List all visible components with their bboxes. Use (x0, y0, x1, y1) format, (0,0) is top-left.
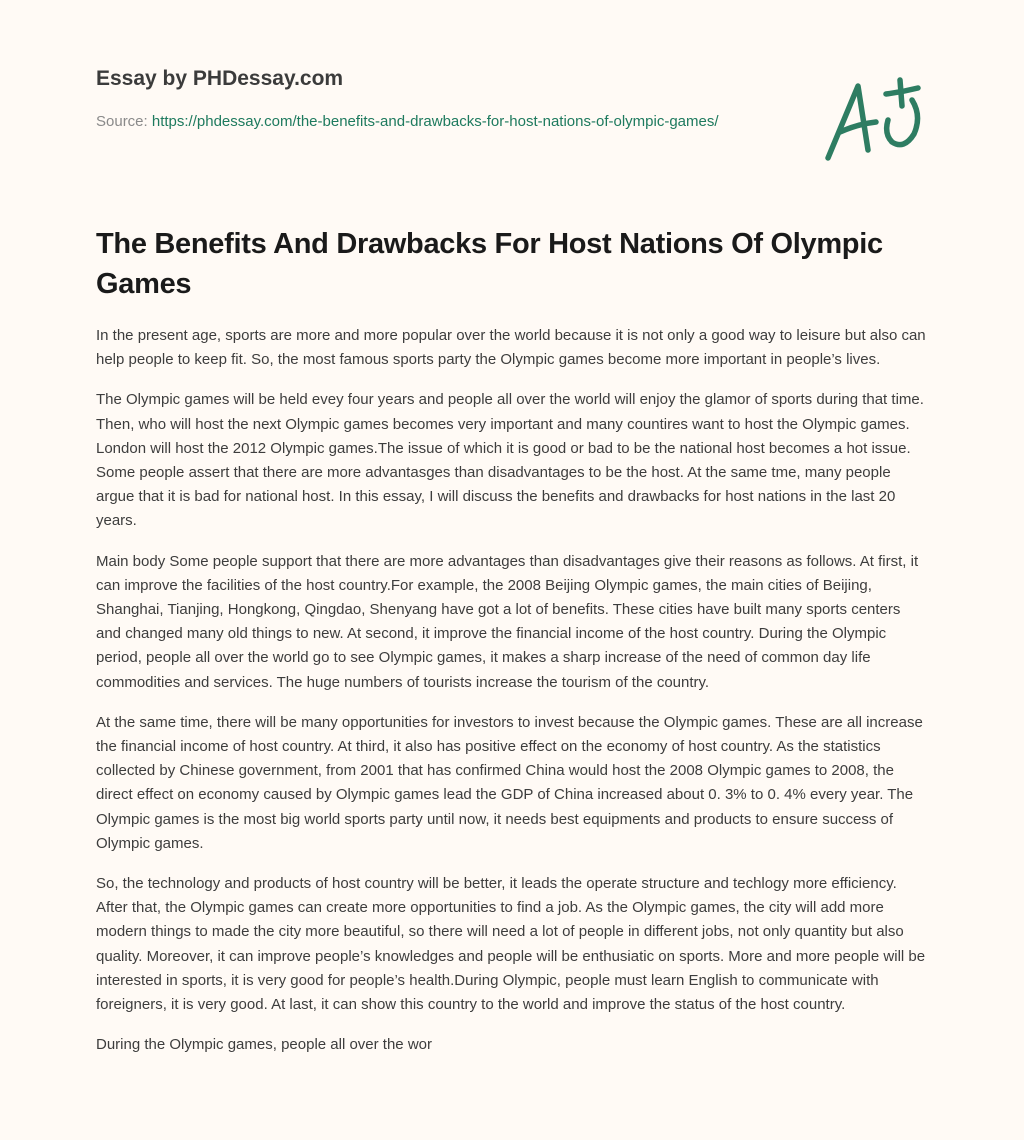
source-label: Source: (96, 113, 152, 130)
essay-paragraph-truncated: During the Olympic games, people all over the wor (96, 1036, 432, 1054)
essay-title: The Benefits And Drawbacks For Host Nations Of Olympic Games (96, 228, 883, 300)
essay-paragraph: So, the technology and products of host country will be better, it leads the operate structure and techlogy more efficiency. After that, the Olympic games can create more opportunities to find a job. As the Olympic games, the city will add more modern things to made the city more beautiful, so there will need a lot of people in different jobs, not only quantity but also quality. Moreover, it can improve people’s knowledges and people will be enthusiatic on sports. More and more people will be interested in sports, it is very good for people’s health.During Olympic, people must learn English to communicate with foreigners, it is very good. At last, it can show this country to the world and improve the status of the host country. (96, 875, 926, 1014)
essay-paragraph: Main body Some people support that there are more advantages than disadvantages give their reasons as follows. At first, it can improve the facilities of the host country.For example, the 2008 Beijing Olympic games, the main cities of Beijing, Shanghai, Tianjing, Hongkong, Qingdao, Shenyang have got a lot of benefits. These cities have built many sports centers and changed many old things to new. At second, it improve the financial income of the host country. During the Olympic period, people all over the world go to see Olympic games, it makes a sharp increase of the need of common day life commodities and services. The huge numbers of tourists increase the tourism of the country. (96, 552, 919, 691)
essay-paragraph: The Olympic games will be held evey four years and people all over the world will enjoy the glamor of sports during that time. Then, who will host the next Olympic games becomes very important and many countires want to host the Olympic games. London will host the 2012 Olympic games.The issue of which it is good or bad to be the national host becomes a hot issue. Some people assert that there are more advantasges than disadvantages to be the host. At the same tme, many people argue that it is bad for national host. In this essay, I will discuss the benefits and drawbacks for host nations in the last 20 years. (96, 391, 924, 530)
source-link[interactable]: https://phdessay.com/the-benefits-and-drawbacks-for-host-nations-of-olympic-games/ (151, 113, 719, 130)
source-line (96, 110, 776, 134)
page-header (96, 62, 776, 134)
essay-paragraph: In the present age, sports are more and more popular over the world because it is not only a good way to leisure but also can help people to keep fit. So, the most famous sports party the Olympic games become more important in people’s lives. (96, 327, 926, 369)
a-plus-grade-icon (818, 66, 938, 166)
essay-body (96, 324, 928, 1073)
essay-paragraph: At the same time, there will be many opportunities for investors to invest because the Olympic games. These are all increase the financial income of host country. At third, it also has positive effect on the economy of host country. As the statistics collected by Chinese government, from 2001 that has confirmed China would host the 2008 Olympic games to 2008, the direct effect on economy caused by Olympic games lead the GDP of China increased about 0. 3% to 0. 4% every year. The Olympic games is the most big world sports party until now, it needs best equipments and products to ensure success of Olympic games. (96, 713, 923, 852)
brand-title: Essay by PHDessay.com (96, 67, 344, 90)
